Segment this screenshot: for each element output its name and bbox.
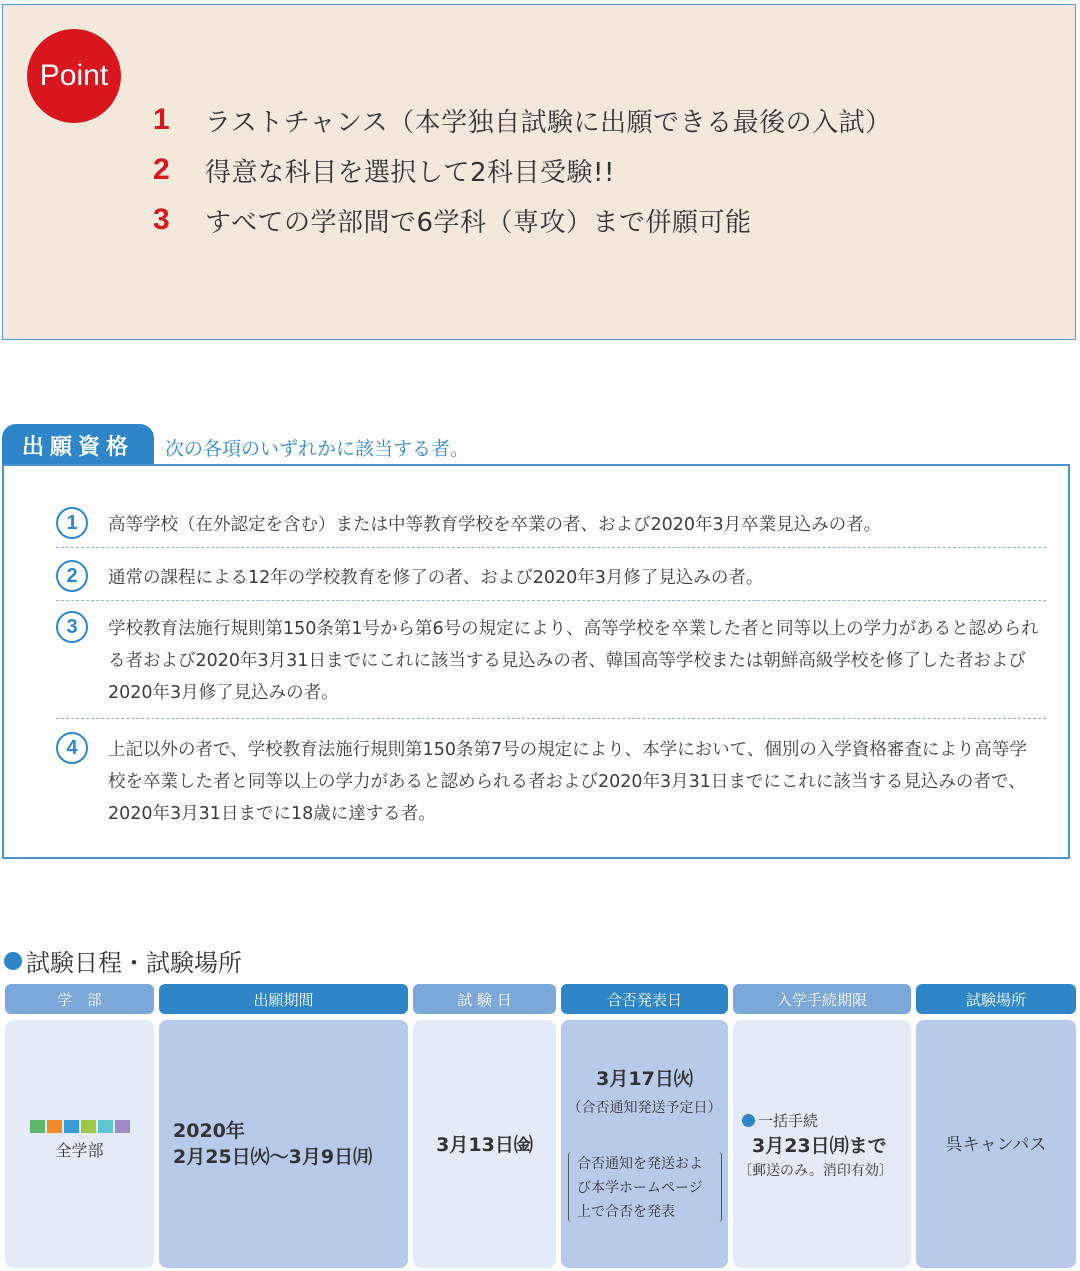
cell-result-date [561,1020,728,1268]
faculty-color-bar [81,1120,96,1133]
point-box [2,4,1076,340]
circled-number: 3 [56,611,88,643]
header-application-period: 出願期間 [159,984,408,1014]
circled-number: 4 [56,732,88,764]
header-faculty: 学 部 [5,984,154,1014]
qualification-text: 通常の課程による12年の学校教育を修了の者、および2020年3月修了見込みの者。 [108,568,764,588]
header-exam-date: 試 験 日 [413,984,556,1014]
result-note: （合否通知発送予定日） [567,1100,722,1116]
dashed-divider [56,547,1046,548]
faculty-name: 全学部 [55,1141,104,1160]
result-detail-line: 上で合否を発表 [577,1204,675,1220]
dashed-divider [56,718,1046,719]
point-item [153,95,892,145]
faculty-color-bar [64,1120,79,1133]
point-number: 1 [153,103,170,136]
bullet-dot-icon [742,1114,755,1127]
qualification-caption: 次の各項のいずれかに該当する者。 [165,438,470,460]
circled-number: 2 [56,560,88,592]
faculty-color-bar [98,1120,113,1133]
deadline-date: 3月23日㈪まで [752,1135,887,1157]
dashed-divider [56,600,1046,601]
faculty-color-bar [30,1120,45,1133]
exam-location: 呉キャンパス [945,1135,1047,1155]
point-item [153,195,892,245]
point-number: 2 [153,153,170,186]
header-exam-location: 試験場所 [916,984,1076,1014]
schedule-title-text: 試験日程・試験場所 [26,949,242,977]
point-number: 3 [153,203,170,236]
qualification-title: 出願資格 [2,424,154,466]
point-text: すべての学部間で6学科（専攻）まで併願可能 [205,207,752,238]
result-date: 3月17日㈫ [596,1068,693,1090]
exam-date: 3月13日㈮ [436,1134,533,1156]
point-text: ラストチャンス（本学独自試験に出願できる最後の入試） [205,107,892,138]
circled-number: 1 [56,507,88,539]
period-range: 2月25日㈫〜3月9日㈪ [173,1146,373,1168]
period-year: 2020年 [173,1120,245,1142]
result-detail-bracket [568,1152,722,1222]
qualification-box [2,464,1070,859]
qualification-text: 学校教育法施行規則第150条第1号から第6号の規定により、高等学校を卒業した者と同等以上の学力があると認められる者および2020年3月31日までにこれに該当する見込みの者、韓国高等学校または朝鮮高級学校を修了した者および2020年3月修了見込みの者。 [108,619,1039,703]
point-item [153,145,892,195]
schedule-title [4,943,242,978]
faculty-color-bar [47,1120,62,1133]
header-result-date: 合否発表日 [561,984,728,1014]
result-detail-line: 合否通知を発送およ [577,1156,703,1172]
deadline-label [742,1110,818,1131]
deadline-note: 〔郵送のみ。消印有効〕 [738,1163,893,1179]
bullet-dot-icon [4,952,22,970]
deadline-label-text: 一括手続 [758,1112,819,1130]
header-enrollment-deadline: 入学手続期限 [733,984,911,1014]
point-text: 得意な科目を選択して2科目受験!! [205,157,615,188]
point-list [153,95,892,245]
faculty-color-bar [115,1120,130,1133]
point-badge: Point [27,29,121,123]
result-detail-line: び本学ホームページ [577,1180,703,1196]
qualification-text: 高等学校（在外認定を含む）または中等教育学校を卒業の者、および2020年3月卒業見込みの者。 [108,515,882,535]
qualification-text: 上記以外の者で、学校教育法施行規則第150条第7号の規定により、本学において、個別の入学資格審査により高等学校を卒業した者と同等以上の学力があると認められる者および2020年3月31日までにこれに該当する見込みの者で、2020年3月31日までに18歳に達する者。 [108,740,1027,824]
faculty-color-bars [30,1120,130,1133]
